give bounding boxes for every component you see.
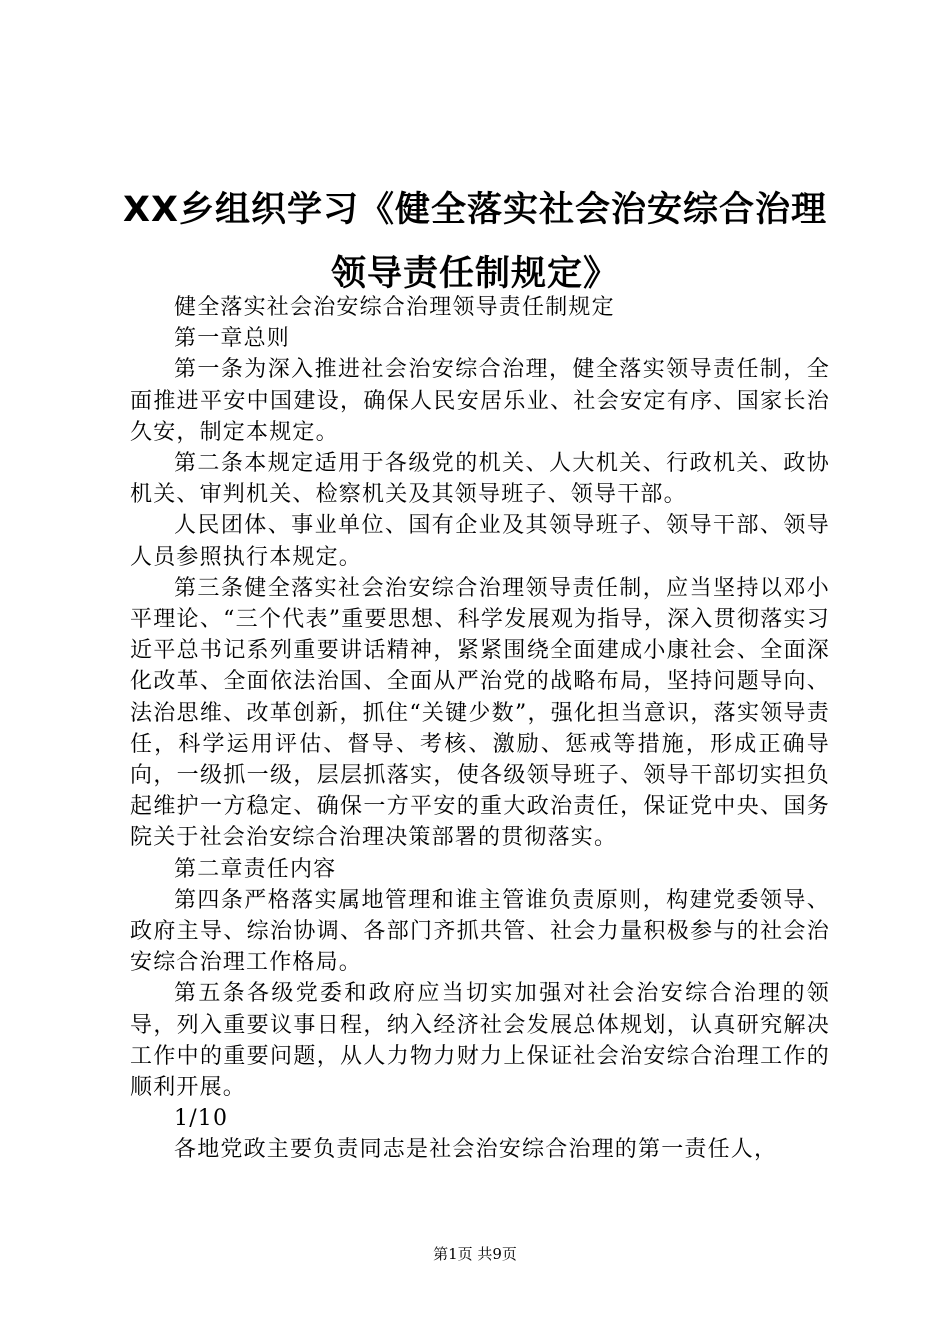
inline-page-marker: 1/10 xyxy=(174,1106,229,1132)
document-body xyxy=(130,292,830,1166)
title-line-2: 领导责任制规定》 xyxy=(330,254,619,294)
article-paragraph: 第三条健全落实社会治安综合治理领导责任制，应当坚持以邓小平理论、“三个代表”重要思想、科学发展观为指导，深入贯彻落实习近平总书记系列重要讲话精神，紧紧围绕全面建成小康社会、全面深化改革、全面依法治国、全面从严治党的战略布局，坚持问题导向、法治思维、改革创新，抓住“关键少数”，强化担当意识，落实领导责任，科学运用评估、督导、考核、激励、惩戒等措施，形成正确导向，一级抓一级，层层抓落实，使各级领导班子、领导干部切实担负起维护一方稳定、确保一方平安的重大政治责任，保证党中央、国务院关于社会治安综合治理决策部署的贯彻落实。 xyxy=(130,575,830,851)
page-footer: 第1页 共9页 xyxy=(433,1245,517,1263)
article-paragraph: 各地党政主要负责同志是社会治安综合治理的第一责任人， xyxy=(174,1137,778,1163)
article-paragraph: 第五条各级党委和政府应当切实加强对社会治安综合治理的领导，列入重要议事日程，纳入经济社会发展总体规划，认真研究解决工作中的重要问题，从人力物力财力上保证社会治安综合治理工作的顺利开展。 xyxy=(130,981,830,1101)
chapter-heading-1: 第一章总则 xyxy=(174,326,291,352)
article-paragraph: 第二条本规定适用于各级党的机关、人大机关、行政机关、政协机关、审判机关、检察机关及其领导班子、领导干部。 xyxy=(130,451,830,508)
article-paragraph: 人民团体、事业单位、国有企业及其领导班子、领导干部、领导人员参照执行本规定。 xyxy=(130,513,830,570)
title-line-1: XX乡组织学习《健全落实社会治安综合治理 xyxy=(123,190,827,230)
article-paragraph: 第一条为深入推进社会治安综合治理，健全落实领导责任制，全面推进平安中国建设，确保人民安居乐业、社会安定有序、国家长治久安，制定本规定。 xyxy=(130,357,830,445)
chapter-heading-2: 第二章责任内容 xyxy=(174,856,337,882)
document-title xyxy=(0,178,950,306)
article-paragraph: 第四条严格落实属地管理和谁主管谁负责原则，构建党委领导、政府主导、综治协调、各部门齐抓共管、社会力量积极参与的社会治安综合治理工作格局。 xyxy=(130,887,830,976)
body-heading: 健全落实社会治安综合治理领导责任制规定 xyxy=(174,295,615,320)
